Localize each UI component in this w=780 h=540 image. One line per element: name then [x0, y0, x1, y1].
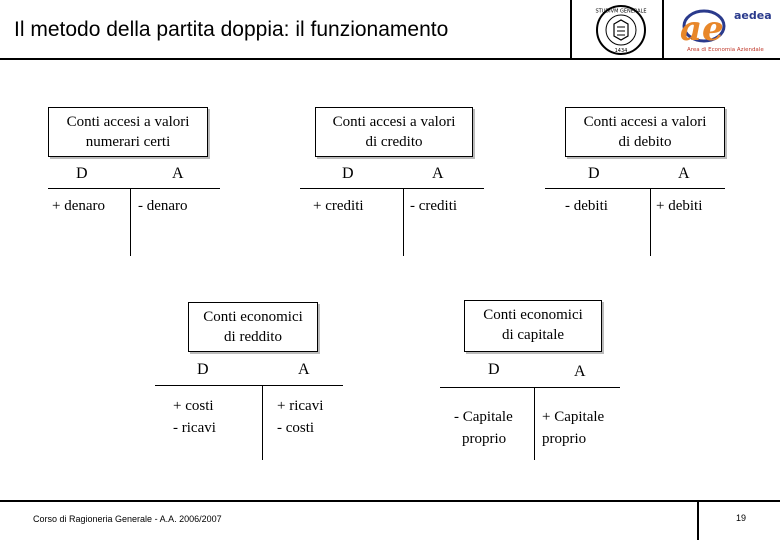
account-title-line: di capitale	[501, 327, 565, 343]
debit-label: D	[588, 165, 600, 182]
credit-label: A	[574, 363, 586, 380]
debit-label: D	[76, 165, 88, 182]
t-account-horizontal-line	[440, 387, 620, 388]
debit-label: D	[197, 361, 209, 378]
account-title-line: di reddito	[224, 329, 282, 345]
debit-entry: + costi	[173, 398, 214, 414]
account-title-line: Conti economici	[483, 307, 583, 323]
header-rule	[0, 58, 780, 60]
account-title-line: di debito	[618, 134, 672, 150]
t-account-vertical-line	[403, 188, 404, 256]
header-divider	[662, 0, 664, 60]
page-number: 19	[736, 513, 747, 523]
footer-course-text: Corso di Ragioneria Generale - A.A. 2006/2007	[33, 514, 222, 524]
account-title-box	[315, 107, 473, 157]
credit-entry: + debiti	[656, 198, 703, 214]
account-title-box	[188, 302, 318, 352]
footer-divider	[697, 500, 699, 540]
debit-label: D	[342, 165, 354, 182]
seal-text: STUDIVM GENERALE	[595, 8, 647, 15]
debit-entry: proprio	[462, 431, 507, 447]
credit-entry: - denaro	[138, 198, 188, 214]
credit-label: A	[432, 165, 444, 182]
footer-rule	[0, 500, 780, 502]
header-divider	[570, 0, 572, 60]
account-title-box	[48, 107, 208, 157]
seal-year: 1434	[614, 48, 628, 54]
svg-text:ae: ae	[680, 9, 724, 49]
t-account-vertical-line	[534, 387, 535, 460]
account-title-line: numerari certi	[85, 134, 171, 150]
debit-entry: - debiti	[565, 198, 608, 214]
credit-entry: + ricavi	[277, 398, 324, 414]
t-account-horizontal-line	[48, 188, 220, 189]
debit-entry: - Capitale	[454, 409, 513, 425]
t-account-vertical-line	[262, 385, 263, 460]
credit-label: A	[678, 165, 690, 182]
debit-entry: + crediti	[313, 198, 364, 214]
credit-entry: + Capitale	[542, 409, 605, 425]
account-title-line: Conti economici	[203, 309, 303, 325]
t-account-horizontal-line	[300, 188, 484, 189]
aedea-logo	[676, 2, 776, 56]
debit-entry: - ricavi	[173, 420, 216, 436]
debit-entry: + denaro	[52, 198, 106, 214]
account-title-line: Conti accesi a valori	[583, 114, 707, 130]
account-title-line: Conti accesi a valori	[332, 114, 456, 130]
t-account-vertical-line	[650, 188, 651, 256]
credit-entry: - crediti	[410, 198, 458, 214]
brand-subtitle: Area di Economia Aziendale	[687, 47, 764, 53]
credit-label: A	[298, 361, 310, 378]
slide-title: Il metodo della partita doppia: il funzionamento	[14, 18, 449, 41]
brand-name: aedea	[734, 9, 772, 22]
account-title-line: di credito	[365, 134, 423, 150]
university-seal-logo	[590, 4, 652, 56]
credit-label: A	[172, 165, 184, 182]
credit-entry: proprio	[542, 431, 587, 447]
t-account-horizontal-line	[545, 188, 725, 189]
t-account-vertical-line	[130, 188, 131, 256]
debit-label: D	[488, 361, 500, 378]
account-title-box	[464, 300, 602, 352]
account-title-line: Conti accesi a valori	[66, 114, 190, 130]
t-account-horizontal-line	[155, 385, 343, 386]
account-title-box	[565, 107, 725, 157]
credit-entry: - costi	[277, 420, 315, 436]
